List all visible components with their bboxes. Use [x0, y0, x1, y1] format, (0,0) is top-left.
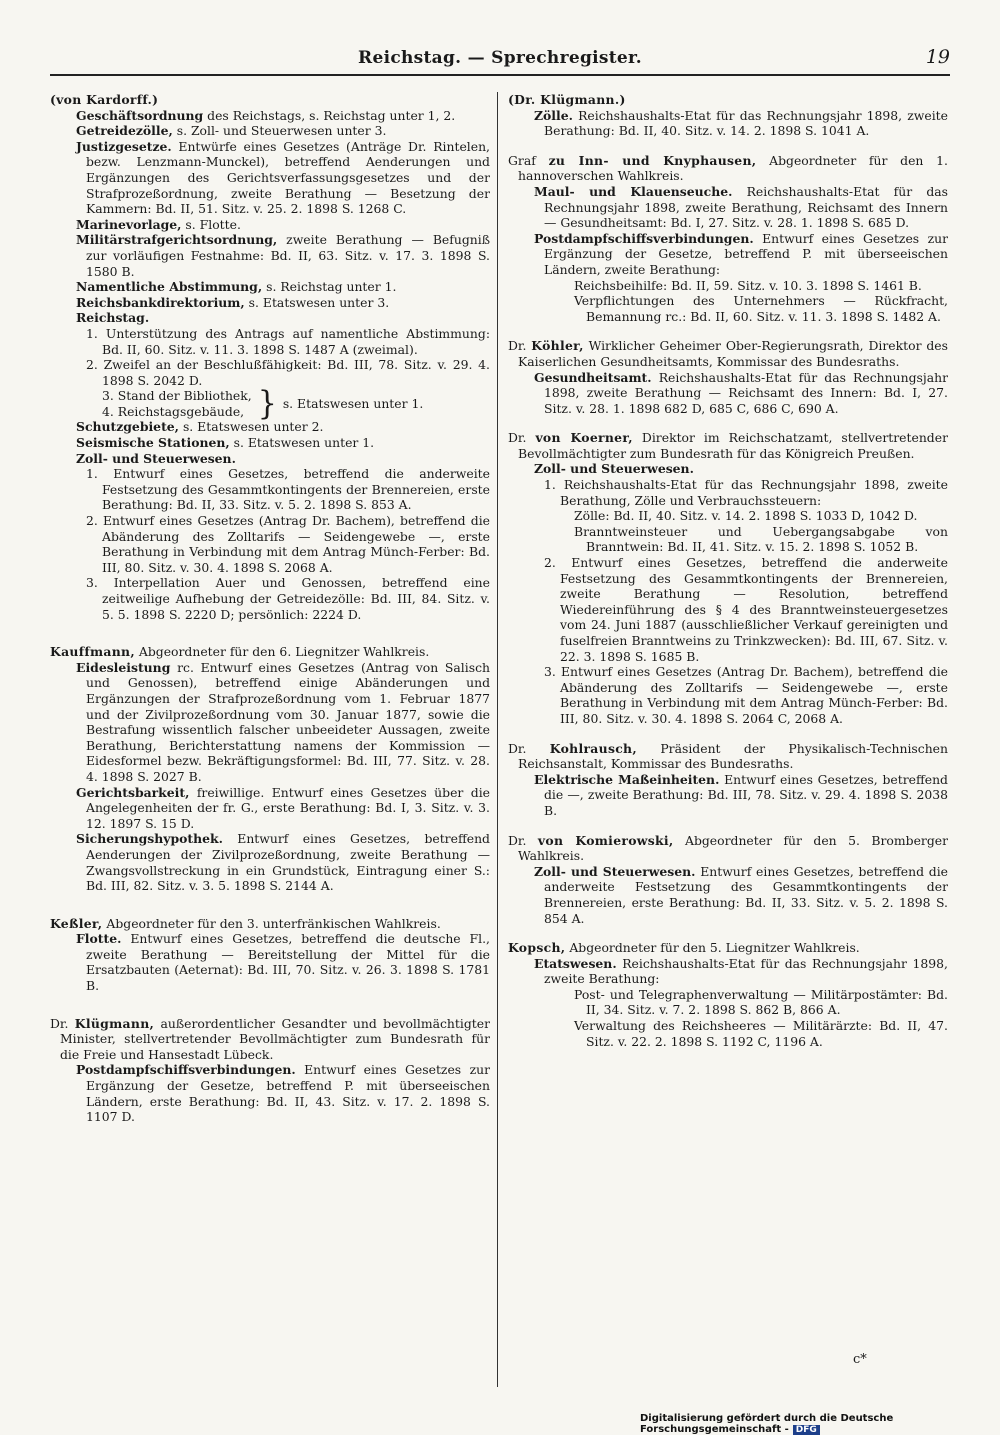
entry-koerner: Dr. von Koerner, Direktor im Reichschatzamt, stellvertretender Bevollmächtigter zum Bundesrath für das Königreich Preußen. Zoll- und Steuerwesen. 1. Reichshaushalts-Etat für das Rechnungsjahr 1898, zweite Berathung, Zölle und Verbrauchssteuern: Zölle: Bd. II, 40. Sitz. v. 14. 2. 1898 S. 1033 D, 1042 D. Branntweinsteuer und Uebergangsabgabe von Branntwein: Bd. II, 41. Sitz. v. 15. 2. 1898 S. 1052 B. 2. Entwurf eines Gesetzes, betreffend die anderweite Festsetzung des Gesammtkontingents der Brennereien, zweite Berathung — Resolution, betreffend Wiedereinführung des § 4 des Branntweinsteuergesetzes vom 24. Juni 1887 (ausschließlicher Verkauf gereinigten und fuselfreien Branntweins zu Trinkzwecken): Bd. III, 67. Sitz. v. 22. 3. 1898 S. 1685 B. 3. Entwurf eines Gesetzes (Antrag Dr. Bachem), betreffend die Abänderung des Zolltarifs — Seidengewebe —, erste Berathung in Verbindung mit dem Antrag Münch-Ferber: Bd. III, 80. Sitz. v. 30. 4. 1898 S. 2064 C, 2068 A. — [508, 430, 948, 726]
speaker-description: Abgeordneter für den 1. hannoverschen Wahlkreis. — [518, 152, 948, 184]
sub-item: Verwaltung des Reichsheeres — Militärärzte: Bd. II, 47. Sitz. v. 22. 2. 1898 S. 1192 C, 1196 A. — [574, 1018, 948, 1049]
speaker-name: (von Kardorff.) — [50, 92, 159, 107]
topic-entry: Eidesleistung rc. Entwurf eines Gesetzes (Antrag von Salisch und Genossen), betreffend einige Abänderungen und Ergänzungen der Strafprozeßordnung vom 1. Februar 1877 und der Zivilprozeßordnung vom 30. Januar 1877, sowie die Bestrafung wissentlich falscher unbeeideter Aussagen, zweite Berathung, Berichterstattung namens der Kommission — Eidesformel bezw. Bekräftigungsformel: Bd. III, 77. Sitz. v. 28. 4. 1898 S. 2027 B. — [76, 659, 490, 784]
sub-item: Branntweinsteuer und Uebergangsabgabe von Branntwein: Bd. II, 41. Sitz. v. 15. 2. 1898 S. 1052 B. — [574, 523, 948, 555]
topic-entry: Reichstag. — [76, 310, 150, 326]
topic-entry: Schutzgebiete, s. Etatswesen unter 2. — [76, 419, 324, 435]
entry-koehler: Dr. Köhler, Wirklicher Geheimer Ober-Regierungsrath, Direktor des Kaiserlichen Gesundheitsamts, Kommissar des Bundesraths. Gesundheitsamt. Reichshaushalts-Etat für das Rechnungsjahr 1898, zweite Berathung — Reichsamt des Innern: Bd. I, 27. Sitz. v. 28. 1. 1898 682 D, 685 C, 686 C, 690 A. — [508, 338, 948, 416]
topic-entry: Postdampfschiffsverbindungen. Entwurf eines Gesetzes zur Ergänzung der Gesetze, betreffend P. mit überseeischen Ländern, zweite Berathung: — [534, 230, 948, 277]
speaker-name: Keßler, — [50, 915, 103, 931]
topic-entry: Getreidezölle, s. Zoll- und Steuerwesen unter 3. — [76, 123, 387, 139]
signature-mark: c* — [853, 1352, 867, 1367]
topic-entry: Flotte. Entwurf eines Gesetzes, betreffend die deutsche Fl., zweite Berathung — Bereitstellung der Mittel für die Ersatzbauten (Aeternat): Bd. III, 70. Sitz. v. 26. 3. 1898 S. 1781 B. — [76, 931, 490, 994]
footer-text: Digitalisierung gefördert durch die Deutsche Forschungsgemeinschaft - — [640, 1413, 894, 1435]
topic-entry: Sicherungshypothek. Entwurf eines Gesetzes, betreffend Aenderungen der Zivilprozeßordnung, zweite Berathung — Zwangsvollstreckung in ein Grundstück, Eintragung einer S.: Bd. III, 82. Sitz. v. 3. 5. 1898 S. 2144 A. — [76, 831, 490, 894]
speaker-name: Kauffmann, — [50, 644, 135, 660]
page-number: 19 — [925, 46, 950, 68]
entry-kluegmann: Dr. Klügmann, außerordentlicher Gesandter und bevollmächtigter Minister, stellvertretender Bevollmächtigter zum Bundesrath für die Freie und Hansestadt Lübeck. Postdampfschiffsverbindungen. Entwurf eines Gesetzes zur Ergänzung der Gesetze, betreffend P. mit überseeischen Ländern, erste Berathung: Bd. II, 43. Sitz. v. 17. 2. 1898 S. 1107 D. — [50, 1015, 490, 1125]
speaker-description: Abgeordneter für den 6. Liegnitzer Wahlkreis. — [134, 644, 430, 660]
topic-entry: Geschäftsordnung des Reichstags, s. Reichstag unter 1, 2. — [76, 107, 456, 123]
brace-reference: s. Etatswesen unter 1. — [282, 396, 424, 412]
speaker-description: Direktor im Reichschatzamt, stellvertretender Bevollmächtigter zum Bundesrath für das Königreich Preußen. — [518, 430, 948, 461]
sub-item: Zölle: Bd. II, 40. Sitz. v. 14. 2. 1898 S. 1033 D, 1042 D. — [574, 508, 918, 524]
topic-entry: Reichsbankdirektorium, s. Etatswesen unter 3. — [76, 294, 390, 310]
dfg-logo: DFG — [793, 1425, 820, 1435]
speaker-description: Abgeordneter für den 5. Bromberger Wahlkreis. — [518, 832, 948, 864]
numbered-item: 2. Entwurf eines Gesetzes, betreffend die anderweite Festsetzung des Gesammtkontingents der Brennereien, zweite Berathung — Resolution, betreffend Wiedereinführung des § 4 des Branntweinsteuergesetzes vom 24. Juni 1887 (ausschließlicher Verkauf gereinigten und fuselfreien Branntweins zu Trinkzwecken): Bd. III, 67. Sitz. v. 22. 3. 1898 S. 1685 B. — [544, 555, 948, 664]
entry-kardorff — [50, 92, 490, 622]
numbered-item: 4. Reichstagsgebäude, — [102, 403, 245, 419]
speaker-description: Abgeordneter für den 5. Liegnitzer Wahlkreis. — [565, 940, 860, 956]
topic-entry: Elektrische Maßeinheiten. Entwurf eines Gesetzes, betreffend die —, zweite Berathung: Bd. III, 78. Sitz. v. 29. 4. 1898 S. 2038 B. — [534, 771, 948, 818]
topic-entry: Zölle. Reichshaushalts-Etat für das Rechnungsjahr 1898, zweite Berathung: Bd. II, 40. Sitz. v. 14. 2. 1898 S. 1041 A. — [534, 107, 948, 139]
sub-item: Post- und Telegraphenverwaltung — Militärpostämter: Bd. II, 34. Sitz. v. 7. 2. 1898 S. 862 B, 866 A. — [574, 986, 948, 1018]
topic-entry: Justizgesetze. Entwürfe eines Gesetzes (Anträge Dr. Rintelen, bezw. Lenzmann-Munckel), betreffend Aenderungen und Ergänzungen des Gerichtsverfassungsgesetzes und der Strafprozeßordnung, zweite Berathung — Besetzung der Kammern: Bd. II, 51. Sitz. v. 25. 2. 1898 S. 1268 C. — [76, 138, 490, 217]
speaker-description: Präsident der Physikalisch-Technischen Reichsanstalt, Kommissar des Bundesraths. — [518, 740, 948, 772]
numbered-item: 3. Stand der Bibliothek, — [102, 388, 252, 404]
sub-item: Verpflichtungen des Unternehmers — Rückfracht, Bemannung rc.: Bd. II, 60. Sitz. v. 11. 3. 1898 S. 1482 A. — [574, 293, 948, 324]
topic-entry: Etatswesen. Reichshaushalts-Etat für das Rechnungsjahr 1898, zweite Berathung: — [534, 955, 948, 987]
topic-entry: Marinevorlage, s. Flotte. — [76, 216, 241, 232]
numbered-item: 1. Reichshaushalts-Etat für das Rechnungsjahr 1898, zweite Berathung, Zölle und Verbrauchssteuern: — [544, 477, 948, 508]
entry-kluegmann-continued — [508, 92, 948, 139]
speaker-description: Abgeordneter für den 3. unterfränkischen Wahlkreis. — [102, 915, 441, 931]
numbered-item: 1. Unterstützung des Antrags auf namentliche Abstimmung: Bd. II, 60. Sitz. v. 11. 3. 1898 S. 1487 A (zweimal). — [86, 325, 490, 357]
entry-inn-knyphausen: Graf zu Inn- und Knyphausen, Abgeordneter für den 1. hannoverschen Wahlkreis. Maul- und Klauenseuche. Reichshaushalts-Etat für das Rechnungsjahr 1898, zweite Berathung, Reichsamt des Innern — Gesundheitsamt: Bd. I, 27. Sitz. v. 28. 1. 1898 S. 685 D. Postdampfschiffsverbindungen. Entwurf eines Gesetzes zur Ergänzung der Gesetze, betreffend P. mit überseeischen Ländern, zweite Berathung: Reichsbeihilfe: Bd. II, 59. Sitz. v. 10. 3. 1898 S. 1461 B. Verpflichtungen des Unternehmers — Rückfracht, Bemannung rc.: Bd. II, 60. Sitz. v. 11. 3. 1898 S. 1482 A. — [508, 152, 948, 324]
numbered-item: 3. Entwurf eines Gesetzes (Antrag Dr. Bachem), betreffend die Abänderung des Zolltarifs — Seidengewebe —, erste Berathung in Verbindung mit dem Antrag Münch-Ferber: Bd. III, 80. Sitz. v. 30. 4. 1898 S. 2064 C, 2068 A. — [544, 664, 948, 726]
brace-glyph: } — [257, 384, 277, 423]
entry-komierowski: Dr. von Komierowski, Abgeordneter für den 5. Bromberger Wahlkreis. Zoll- und Steuerwesen. Entwurf eines Gesetzes, betreffend die anderweite Festsetzung des Gesammtkontingents der Brennereien, erste Berathung: Bd. II, 33. Sitz. v. 5. 2. 1898 S. 854 A. — [508, 832, 948, 926]
footer-credit — [640, 1413, 1000, 1435]
speaker-name: Kopsch, — [508, 940, 566, 956]
topic-entry: Maul- und Klauenseuche. Reichshaushalts-Etat für das Rechnungsjahr 1898, zweite Berathung, Reichsamt des Innern — Gesundheitsamt: Bd. I, 27. Sitz. v. 28. 1. 1898 S. 685 D. — [534, 183, 948, 231]
numbered-item: 2. Zweifel an der Beschlußfähigkeit: Bd. III, 78. Sitz. v. 29. 4. 1898 S. 2042 D. — [86, 357, 490, 388]
running-title: Reichstag. — Sprechregister. — [358, 48, 642, 68]
topic-entry: Zoll- und Steuerwesen. — [534, 461, 694, 477]
numbered-item: 2. Entwurf eines Gesetzes (Antrag Dr. Bachem), betreffend die Abänderung des Zolltarifs — Seidengewebe —, erste Berathung in Verbindung mit dem Antrag Münch-Ferber: Bd. III, 80. Sitz. v. 30. 4. 1898 S. 2068 A. — [86, 513, 490, 575]
sub-item: Reichsbeihilfe: Bd. II, 59. Sitz. v. 10. 3. 1898 S. 1461 B. — [574, 277, 922, 293]
left-column — [50, 92, 490, 1392]
speaker-name: Klügmann, — [74, 1015, 155, 1031]
brace-group — [50, 384, 490, 423]
speaker-name: von Komierowski, — [537, 832, 674, 848]
numbered-item: 3. Interpellation Auer und Genossen, betreffend eine zeitweilige Aufhebung der Getreidezölle: Bd. III, 84. Sitz. v. 5. 5. 1898 S. 2220 D; persönlich: 2224 D. — [86, 575, 490, 622]
topic-entry: Seismische Stationen, s. Etatswesen unter 1. — [76, 435, 375, 451]
speaker-name: von Koerner, — [535, 430, 633, 446]
speaker-name: (Dr. Klügmann.) — [508, 92, 626, 107]
topic-entry: Gerichtsbarkeit, freiwillige. Entwurf eines Gesetzes über die Angelegenheiten der fr. G., erste Berathung: Bd. I, 3. Sitz. v. 3. 12. 1897 S. 15 D. — [76, 784, 490, 831]
topic-entry: Zoll- und Steuerwesen. — [76, 450, 236, 466]
entry-kauffmann — [50, 644, 490, 894]
speaker-description: außerordentlicher Gesandter und bevollmächtigter Minister, stellvertretender Bevollmächtigter zum Bundesrath für die Freie und Hansestadt Lübeck. — [60, 1015, 490, 1062]
speaker-name: Köhler, — [531, 338, 584, 354]
topic-entry: Zoll- und Steuerwesen. Entwurf eines Gesetzes, betreffend die anderweite Festsetzung des Gesammtkontingents der Brennereien, erste Berathung: Bd. II, 33. Sitz. v. 5. 2. 1898 S. 854 A. — [534, 863, 948, 926]
topic-entry: Namentliche Abstimmung, s. Reichstag unter 1. — [76, 279, 397, 295]
column-rule — [497, 92, 498, 1387]
page-header — [50, 44, 950, 76]
entry-kessler — [50, 916, 490, 994]
speaker-name: Kohlrausch, — [549, 740, 637, 756]
numbered-item: 1. Entwurf eines Gesetzes, betreffend die anderweite Festsetzung des Gesammtkontingents der Brennereien, erste Berathung: Bd. II, 33. Sitz. v. 5. 2. 1898 S. 853 A. — [86, 466, 490, 513]
entry-kohlrausch: Dr. Kohlrausch, Präsident der Physikalisch-Technischen Reichsanstalt, Kommissar des Bundesraths. Elektrische Maßeinheiten. Entwurf eines Gesetzes, betreffend die —, zweite Berathung: Bd. III, 78. Sitz. v. 29. 4. 1898 S. 2038 B. — [508, 740, 948, 818]
topic-entry: Gesundheitsamt. Reichshaushalts-Etat für das Rechnungsjahr 1898, zweite Berathung — Reichsamt des Innern: Bd. I, 27. Sitz. v. 28. 1. 1898 682 D, 685 C, 686 C, 690 A. — [534, 369, 948, 416]
entry-kopsch — [508, 940, 948, 1049]
speaker-description: Wirklicher Geheimer Ober-Regierungsrath, Direktor des Kaiserlichen Gesundheitsamts, Kommissar des Bundesraths. — [518, 338, 948, 369]
topic-entry: Postdampfschiffsverbindungen. Entwurf eines Gesetzes zur Ergänzung der Gesetze, betreffend P. mit überseeischen Ländern, erste Berathung: Bd. II, 43. Sitz. v. 17. 2. 1898 S. 1107 D. — [76, 1062, 490, 1125]
topic-entry: Militärstrafgerichtsordnung, zweite Berathung — Befugniß zur vorläufigen Festnahme: Bd. II, 63. Sitz. v. 17. 3. 1898 S. 1580 B. — [76, 232, 490, 279]
right-column — [508, 92, 948, 1392]
speaker-name: zu Inn- und Knyphausen, — [548, 152, 757, 168]
